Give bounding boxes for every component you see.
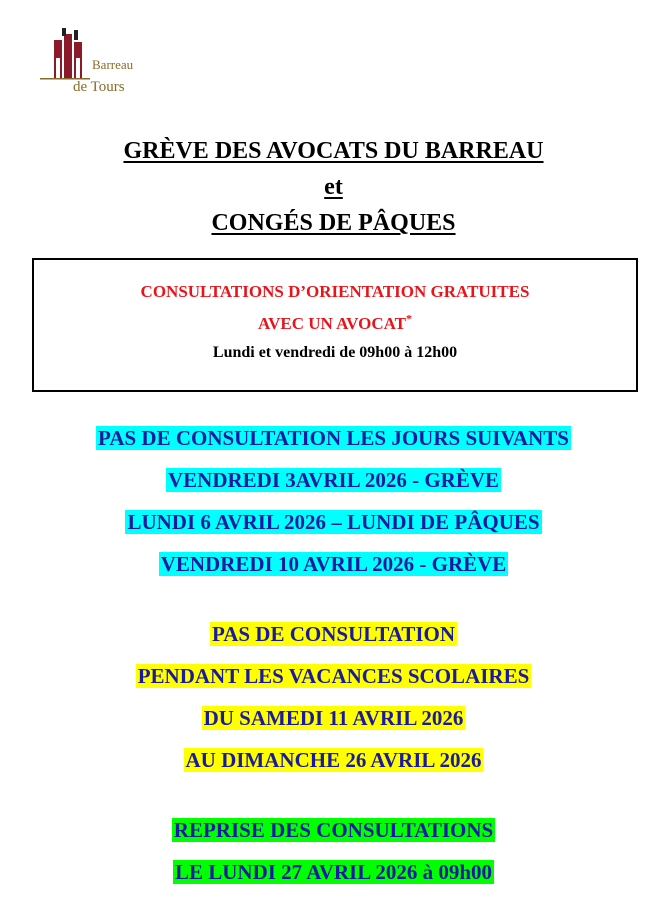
cyan-line-1-text: PAS DE CONSULTATION LES JOURS SUIVANTS [98, 426, 569, 450]
green-line-1 [0, 818, 667, 843]
box-line-3: Lundi et vendredi de 09h00 à 12h00 [212, 344, 458, 361]
green-line-2 [0, 860, 667, 885]
yellow-line-3 [0, 706, 667, 731]
yellow-line-2 [0, 664, 667, 689]
title-line-3: CONGÉS DE PÂQUES [211, 210, 456, 236]
yellow-line-4 [0, 748, 667, 773]
barreau-logo [40, 28, 150, 100]
green-line-2-text: LE LUNDI 27 AVRIL 2026 à 09h00 [174, 860, 493, 884]
yellow-line-3-text: DU SAMEDI 11 AVRIL 2026 [203, 706, 464, 730]
yellow-line-1 [0, 622, 667, 647]
yellow-line-2-text: PENDANT LES VACANCES SCOLAIRES [137, 664, 530, 688]
yellow-line-1-text: PAS DE CONSULTATION [211, 622, 456, 646]
cyan-line-3-text: LUNDI 6 AVRIL 2026 – LUNDI DE PÂQUES [127, 510, 540, 534]
logo-text-de-tours: de Tours [73, 79, 125, 95]
box-line-2-text: AVEC UN AVOCAT [258, 314, 406, 333]
cyan-line-4 [0, 552, 667, 577]
cyan-line-2 [0, 468, 667, 493]
cyan-line-2-text: VENDREDI 3AVRIL 2026 - GRÈVE [168, 468, 499, 492]
title-line-2: et [324, 174, 343, 200]
barreau-emblem-icon [40, 28, 90, 83]
consultation-info-box [32, 258, 638, 392]
cyan-line-4-text: VENDREDI 10 AVRIL 2026 - GRÈVE [160, 552, 507, 576]
box-line-1: CONSULTATIONS D’ORIENTATION GRATUITES [140, 282, 530, 301]
title-line-1: GRÈVE DES AVOCATS DU BARREAU [123, 138, 544, 164]
box-line-2 [34, 311, 636, 334]
logo-text-barreau: Barreau [92, 57, 134, 72]
cyan-line-1 [0, 426, 667, 451]
cyan-line-3 [0, 510, 667, 535]
green-line-1-text: REPRISE DES CONSULTATIONS [173, 818, 494, 842]
yellow-line-4-text: AU DIMANCHE 26 AVRIL 2026 [185, 748, 482, 772]
asterisk-mark: * [405, 311, 412, 326]
